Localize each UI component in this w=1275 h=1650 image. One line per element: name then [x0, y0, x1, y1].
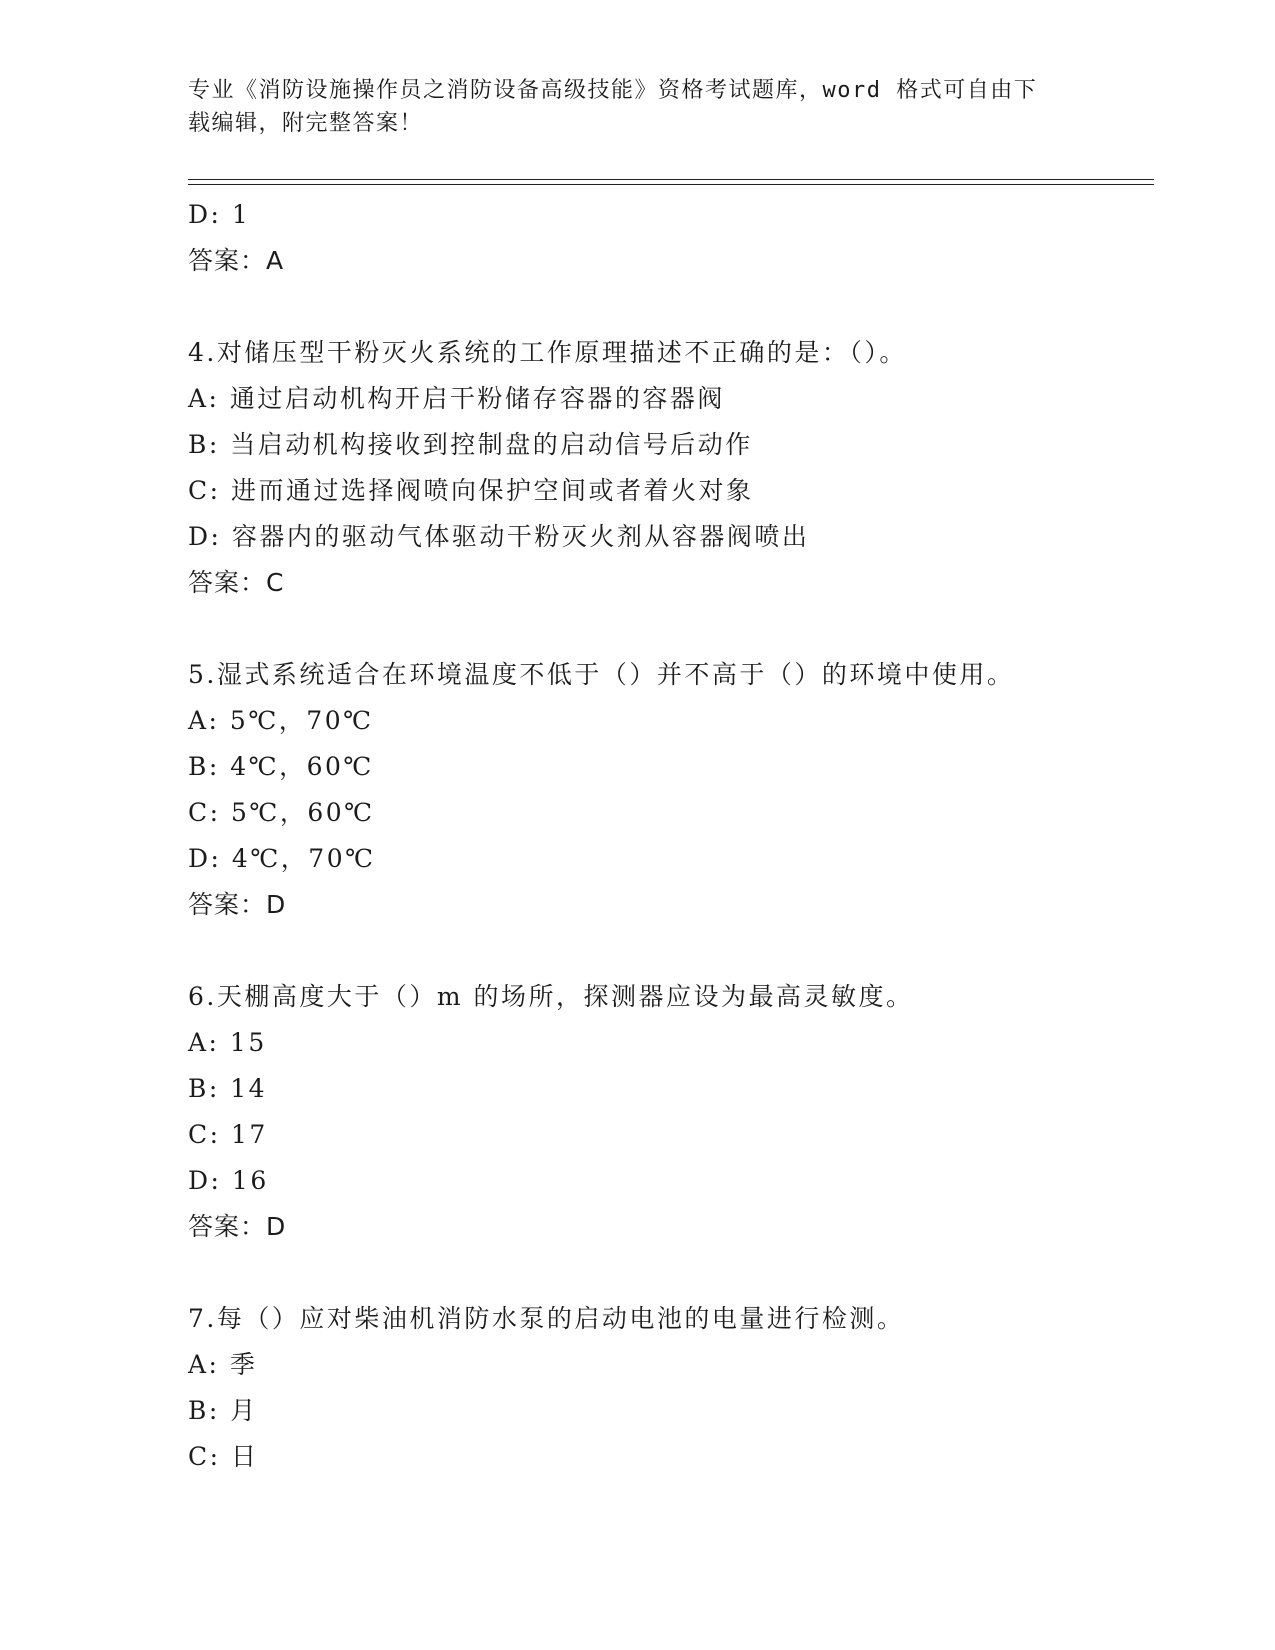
prev-answer: 答案：A: [188, 246, 285, 275]
q6-option-b: B: 14: [188, 1074, 268, 1103]
q5-option-d: D: 4℃，70℃: [188, 844, 376, 873]
q5-option-b: B: 4℃，60℃: [188, 752, 374, 781]
q4-option-b: B: 当启动机构接收到控制盘的启动信号后动作: [188, 430, 753, 459]
question-list: [188, 192, 1154, 1480]
header-divider-top: [188, 179, 1154, 180]
document-header: [188, 74, 1088, 140]
q7-question: 7.每（）应对柴油机消防水泵的启动电池的电量进行检测。: [188, 1304, 905, 1333]
q4-option-d: D: 容器内的驱动气体驱动干粉灭火剂从容器阀喷出: [188, 522, 810, 551]
q5-option-c: C: 5℃，60℃: [188, 798, 375, 827]
spacer: [188, 606, 1154, 652]
q6-option-a: A: 15: [188, 1028, 267, 1057]
q7-option-b: B: 月: [188, 1396, 258, 1425]
spacer: [188, 284, 1154, 330]
q6-option-c: C: 17: [188, 1120, 268, 1149]
q6-option-d: D: 16: [188, 1166, 269, 1195]
q5-answer: 答案：D: [188, 890, 287, 919]
spacer: [188, 1250, 1154, 1296]
q4-answer: 答案：C: [188, 568, 285, 597]
q6-answer: 答案：D: [188, 1212, 287, 1241]
spacer: [188, 928, 1154, 974]
prev-option-d: D: 1: [188, 200, 251, 229]
q4-question: 4.对储压型干粉灭火系统的工作原理描述不正确的是：（）。: [188, 338, 907, 367]
q4-option-a: A: 通过启动机构开启干粉储存容器的容器阀: [188, 384, 725, 413]
q7-option-a: A: 季: [188, 1350, 258, 1379]
header-line-2: 载编辑，附完整答案！: [188, 111, 424, 136]
q7-option-c: C: 日: [188, 1442, 259, 1471]
header-divider-bottom: [188, 184, 1154, 185]
header-line-1: 专业《消防设施操作员之消防设备高级技能》资格考试题库，word 格式可自由下: [188, 78, 1038, 103]
q4-option-c: C: 进而通过选择阀喷向保护空间或者着火对象: [188, 476, 754, 505]
q5-option-a: A: 5℃，70℃: [188, 706, 374, 735]
q6-question: 6.天棚高度大于（）m 的场所，探测器应设为最高灵敏度。: [188, 982, 914, 1011]
q5-question: 5.湿式系统适合在环境温度不低于（）并不高于（）的环境中使用。: [188, 660, 1015, 689]
